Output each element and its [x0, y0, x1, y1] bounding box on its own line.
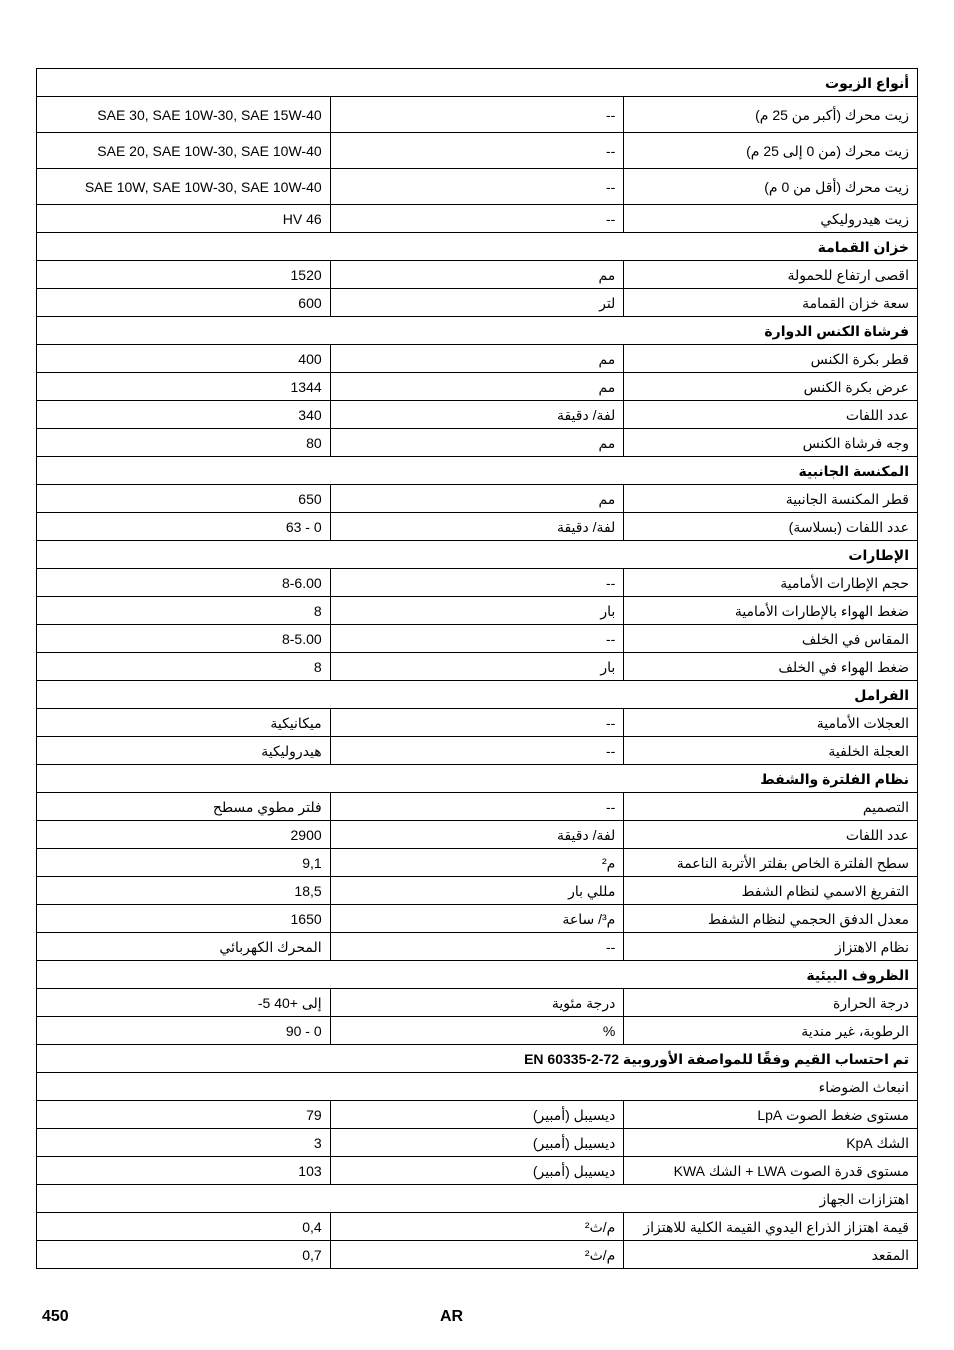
- spec-label: عدد اللفات: [624, 401, 918, 429]
- spec-value: 0,7: [37, 1241, 331, 1269]
- spec-row: [37, 989, 918, 1017]
- spec-value: 650: [37, 485, 331, 513]
- spec-value: هيدروليكية: [37, 737, 331, 765]
- spec-row: [37, 373, 918, 401]
- spec-value: 18,5: [37, 877, 331, 905]
- spec-label: مستوى ضغط الصوت LpA: [624, 1101, 918, 1129]
- spec-unit: بار: [330, 597, 624, 625]
- spec-label: العجلة الخلفية: [624, 737, 918, 765]
- spec-unit: --: [330, 97, 624, 133]
- spec-unit: --: [330, 169, 624, 205]
- spec-row: [37, 877, 918, 905]
- spec-row: [37, 205, 918, 233]
- spec-row: [37, 625, 918, 653]
- spec-unit: ديسيبل (أمبير): [330, 1129, 624, 1157]
- subsection-title: اهتزازات الجهاز: [37, 1185, 918, 1213]
- spec-row: [37, 1241, 918, 1269]
- spec-unit: لفة/ دقيقة: [330, 513, 624, 541]
- spec-row: [37, 737, 918, 765]
- section-title: الفرامل: [37, 681, 918, 709]
- technical-data-sheet: [36, 68, 918, 1269]
- section-header-row: [37, 233, 918, 261]
- spec-label: زيت محرك (أكبر من 25 م): [624, 97, 918, 133]
- spec-label: قطر المكنسة الجانبية: [624, 485, 918, 513]
- section-title: المكنسة الجانبية: [37, 457, 918, 485]
- spec-row: [37, 1129, 918, 1157]
- section-title: تم احتساب القيم وفقًا للمواصفة الأوروبية EN 60335-2-72: [37, 1045, 918, 1073]
- spec-unit: --: [330, 205, 624, 233]
- spec-value: HV 46: [37, 205, 331, 233]
- section-header-row: [37, 541, 918, 569]
- spec-row: [37, 261, 918, 289]
- spec-row: [37, 597, 918, 625]
- page-number: 450: [42, 1308, 69, 1325]
- spec-label: التفريغ الاسمي لنظام الشفط: [624, 877, 918, 905]
- spec-label: عرض بكرة الكنس: [624, 373, 918, 401]
- spec-value: 1344: [37, 373, 331, 401]
- spec-value: SAE 10W, SAE 10W-30, SAE 10W-40: [37, 169, 331, 205]
- section-header-row: [37, 457, 918, 485]
- spec-unit: ديسيبل (أمبير): [330, 1157, 624, 1185]
- spec-row: [37, 345, 918, 373]
- spec-label: ضغط الهواء بالإطارات الأمامية: [624, 597, 918, 625]
- spec-row: [37, 513, 918, 541]
- section-header-row: [37, 317, 918, 345]
- spec-label: قطر بكرة الكنس: [624, 345, 918, 373]
- spec-unit: لفة/ دقيقة: [330, 401, 624, 429]
- spec-row: [37, 849, 918, 877]
- spec-row: [37, 1157, 918, 1185]
- spec-label: سعة خزان القمامة: [624, 289, 918, 317]
- spec-label: زيت محرك (من 0 إلى 25 م): [624, 133, 918, 169]
- spec-unit: م/ث²: [330, 1241, 624, 1269]
- spec-value: ميكانيكية: [37, 709, 331, 737]
- spec-label: الرطوبة، غير مندية: [624, 1017, 918, 1045]
- spec-unit: ديسيبل (أمبير): [330, 1101, 624, 1129]
- spec-row: [37, 653, 918, 681]
- spec-value: المحرك الكهربائي: [37, 933, 331, 961]
- section-header-row: [37, 681, 918, 709]
- spec-row: [37, 933, 918, 961]
- spec-value: 90 - 0: [37, 1017, 331, 1045]
- spec-label: معدل الدفق الحجمي لنظام الشفط: [624, 905, 918, 933]
- spec-label: سطح الفلترة الخاص بفلتر الأتربة الناعمة: [624, 849, 918, 877]
- spec-value: 0,4: [37, 1213, 331, 1241]
- spec-unit: --: [330, 793, 624, 821]
- spec-unit: م³/ ساعة: [330, 905, 624, 933]
- spec-value: 2900: [37, 821, 331, 849]
- section-title: نظام الفلترة والشفط: [37, 765, 918, 793]
- spec-value: 9,1: [37, 849, 331, 877]
- spec-label: درجة الحرارة: [624, 989, 918, 1017]
- spec-row: [37, 793, 918, 821]
- spec-label: قيمة اهتزاز الذراع اليدوي القيمة الكلية للاهتزاز: [624, 1213, 918, 1241]
- spec-label: عدد اللفات (بسلاسة): [624, 513, 918, 541]
- spec-unit: لتر: [330, 289, 624, 317]
- spec-unit: مم: [330, 373, 624, 401]
- spec-row: [37, 1213, 918, 1241]
- spec-value: 8: [37, 653, 331, 681]
- spec-unit: --: [330, 933, 624, 961]
- spec-unit: مم: [330, 261, 624, 289]
- spec-unit: درجة مئوية: [330, 989, 624, 1017]
- section-title: فرشاة الكنس الدوارة: [37, 317, 918, 345]
- spec-value: SAE 20, SAE 10W-30, SAE 10W-40: [37, 133, 331, 169]
- spec-unit: --: [330, 133, 624, 169]
- spec-label: ضغط الهواء في الخلف: [624, 653, 918, 681]
- spec-value: 8-5.00: [37, 625, 331, 653]
- subsection-header-row: [37, 1185, 918, 1213]
- spec-unit: مللي بار: [330, 877, 624, 905]
- spec-label: مستوى قدرة الصوت LWA + الشك KWA: [624, 1157, 918, 1185]
- spec-row: [37, 97, 918, 133]
- spec-unit: م²: [330, 849, 624, 877]
- specs-table: [36, 68, 918, 1269]
- spec-unit: --: [330, 625, 624, 653]
- section-header-row: [37, 69, 918, 97]
- spec-value: 1520: [37, 261, 331, 289]
- spec-label: زيت محرك (أقل من 0 م): [624, 169, 918, 205]
- spec-row: [37, 133, 918, 169]
- spec-row: [37, 1017, 918, 1045]
- spec-label: حجم الإطارات الأمامية: [624, 569, 918, 597]
- spec-row: [37, 709, 918, 737]
- spec-unit: مم: [330, 485, 624, 513]
- spec-row: [37, 821, 918, 849]
- spec-value: 600: [37, 289, 331, 317]
- spec-row: [37, 169, 918, 205]
- spec-unit: م/ث²: [330, 1213, 624, 1241]
- spec-unit: --: [330, 569, 624, 597]
- spec-label: المقعد: [624, 1241, 918, 1269]
- spec-label: العجلات الأمامية: [624, 709, 918, 737]
- spec-value: 79: [37, 1101, 331, 1129]
- section-header-row: [37, 765, 918, 793]
- spec-row: [37, 429, 918, 457]
- spec-row: [37, 485, 918, 513]
- spec-value: 80: [37, 429, 331, 457]
- spec-label: الشك KpA: [624, 1129, 918, 1157]
- spec-label: عدد اللفات: [624, 821, 918, 849]
- spec-value: -5 إلى +40: [37, 989, 331, 1017]
- spec-unit: بار: [330, 653, 624, 681]
- spec-value: 340: [37, 401, 331, 429]
- spec-row: [37, 905, 918, 933]
- spec-unit: مم: [330, 429, 624, 457]
- spec-row: [37, 1101, 918, 1129]
- section-header-row: [37, 961, 918, 989]
- specs-table-body: [37, 69, 918, 1269]
- section-title: الإطارات: [37, 541, 918, 569]
- spec-value: SAE 30, SAE 10W-30, SAE 15W-40: [37, 97, 331, 133]
- spec-unit: مم: [330, 345, 624, 373]
- spec-value: 1650: [37, 905, 331, 933]
- subsection-header-row: [37, 1073, 918, 1101]
- spec-value: 8: [37, 597, 331, 625]
- language-code: AR: [440, 1308, 464, 1325]
- spec-value: 103: [37, 1157, 331, 1185]
- spec-value: فلتر مطوي مسطح: [37, 793, 331, 821]
- spec-label: التصميم: [624, 793, 918, 821]
- spec-value: 63 - 0: [37, 513, 331, 541]
- spec-unit: --: [330, 709, 624, 737]
- section-title: الظروف البيئية: [37, 961, 918, 989]
- spec-label: نظام الاهتزاز: [624, 933, 918, 961]
- spec-unit: %: [330, 1017, 624, 1045]
- section-title: خزان القمامة: [37, 233, 918, 261]
- spec-label: زيت هيدروليكي: [624, 205, 918, 233]
- spec-label: اقصى ارتفاع للحمولة: [624, 261, 918, 289]
- spec-label: وجه فرشاة الكنس: [624, 429, 918, 457]
- section-header-row: [37, 1045, 918, 1073]
- spec-value: 8-6.00: [37, 569, 331, 597]
- spec-row: [37, 569, 918, 597]
- spec-unit: --: [330, 737, 624, 765]
- section-title: أنواع الزيوت: [37, 69, 918, 97]
- spec-unit: لفة/ دقيقة: [330, 821, 624, 849]
- spec-value: 400: [37, 345, 331, 373]
- subsection-title: انبعاث الضوضاء: [37, 1073, 918, 1101]
- spec-value: 3: [37, 1129, 331, 1157]
- spec-row: [37, 289, 918, 317]
- spec-label: المقاس في الخلف: [624, 625, 918, 653]
- spec-row: [37, 401, 918, 429]
